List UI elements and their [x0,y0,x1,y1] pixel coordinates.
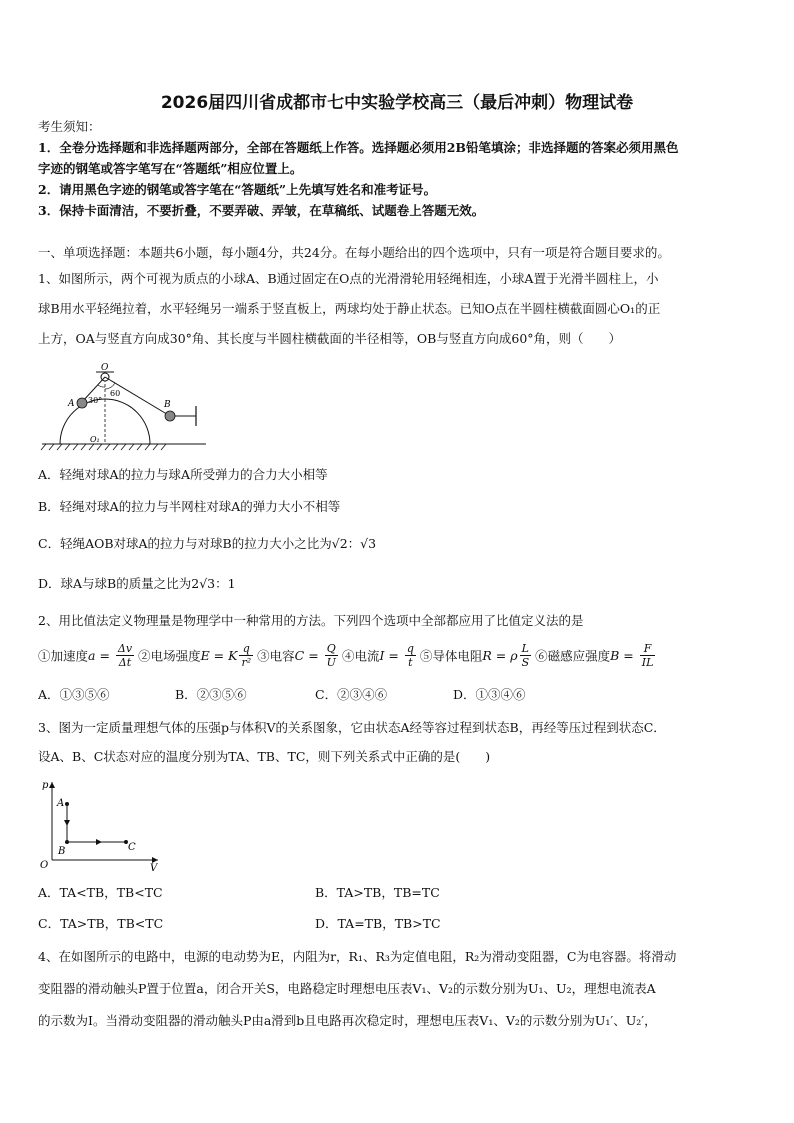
definition-lhs: E = K [200,648,238,663]
fraction-numerator: q [239,642,253,656]
fraction-denominator: S [521,656,530,669]
definition-label: ①加速度 [38,648,89,664]
fraction-denominator: U [326,656,336,669]
q4-stem-line: 4、在如图所示的电路中，电源的电动势为E，内阻为r，R₁、R₃为定值电阻，R₂为滑动变阻器，C为电容器。将滑动 [38,949,677,964]
fraction-denominator: t [408,656,413,669]
fraction-denominator: Δt [118,656,132,669]
q2-definition [535,642,657,669]
definition-lhs: R = ρ [482,648,518,663]
q1-option-b: B．轻绳对球A的拉力与半网柱对球A的弹力大小不相等 [38,499,341,514]
q2-definition [257,642,340,669]
q2-option-b: B．②③⑤⑥ [175,687,247,702]
ball-a [77,398,87,408]
fraction-numerator: F [640,642,656,656]
q1-option-a: A．轻绳对球A的拉力与球A所受弹力的合力大小相等 [38,467,328,482]
q4-stem-line: 变阻器的滑动触头P置于位置a，闭合开关S，电路稳定时理想电压表V₁、V₂的示数分别为U₁、U₂，理想电流表A [38,981,656,996]
notice-heading: 考生须知： [38,119,101,134]
definition-label: ⑤导体电阻 [419,648,483,664]
q3-option-d: D．TA=TB，TB>TC [315,916,441,931]
state-c-label: C [128,842,136,853]
q2-option-a: A．①③⑤⑥ [38,687,110,702]
definition-label: ②电场强度 [138,648,201,664]
label-b: B [164,400,171,410]
state-b-label: B [58,846,66,857]
notice-item: 3．保持卡面清洁，不要折叠，不要弄破、弄皱，在草稿纸、试题卷上答题无效。 [38,203,485,218]
notice-item: 1．全卷分选择题和非选择题两部分，全部在答题纸上作答。选择题必须用2B铅笔填涂；非选择题的答案必须用黑色 [38,140,679,155]
q3-option-c: C．TA>TB，TB<TC [38,916,164,931]
definition-fraction [116,642,134,669]
state-a-label: A [57,798,65,809]
fraction-numerator: q [406,642,414,655]
ball-b [165,411,175,421]
fraction-numerator: Q [325,642,338,656]
notice-item: 2．请用黑色字迹的钢笔或答字笔在“答题纸”上先填写姓名和准考证号。 [38,182,437,197]
label-angle-60: 60 [110,389,121,398]
origin-label: O [40,860,49,871]
fraction-numerator: L [520,642,532,656]
q3-pv-figure [38,776,168,872]
q3-option-a: A．TA<TB，TB<TC [38,885,163,900]
q2-definition [420,642,533,669]
section-heading: 一、单项选择题：本题共6小题，每小题4分，共24分。在每小题给出的四个选项中，只有一项是符合题目要求的。 [38,245,670,260]
definition-lhs: a = [88,648,114,663]
q2-definition [138,642,255,669]
page-title: 2026届四川省成都市七中实验学校高三（最后冲刺）物理试卷 [160,93,634,113]
definition-fraction [239,642,253,669]
q2-definition [38,642,136,669]
definition-label: ⑥磁感应强度 [535,648,611,664]
definition-fraction [405,642,416,669]
q3-stem-line: 3、图为一定质量理想气体的压强p与体积V的关系图象，它由状态A经等容过程到状态B，再经等压过程到状态C． [38,720,666,735]
q1-stem-line: 1、如图所示，两个可视为质点的小球A、B通过固定在O点的光滑滑轮用轻绳相连，小球A置于光滑半圆柱上，小 [38,271,659,286]
q1-figure [38,362,208,454]
definition-lhs: C = [294,648,323,663]
label-a: A [68,399,75,409]
q1-stem-line: 上方，OA与竖直方向成30°角、其长度与半圆柱横截面的半径相等，OB与竖直方向成60°角，则（ ） [38,331,622,346]
definition-label: ③电容 [257,648,295,664]
q1-stem-line: 球B用水平轻绳拉着，水平轻绳另一端系于竖直板上，两球均处于静止状态。已知O点在半圆柱横截面圆心O₁的正 [38,301,661,316]
label-angle-30: 30° [88,396,103,405]
q1-option-c: C．轻绳AOB对球A的拉力与对球B的拉力大小之比为√2：√3 [38,536,377,551]
q4-stem-line: 的示数为I。当滑动变阻器的滑动触头P由a滑到b且电路再次稳定时，理想电压表V₁、V₂的示数分别为U₁′、U₂′， [38,1013,657,1028]
definition-lhs: B = [610,648,638,663]
definition-fraction [325,642,338,669]
q3-stem-line: 设A、B、C状态对应的温度分别为TA、TB、TC，则下列关系式中正确的是( ) [38,749,491,764]
q2-definitions [38,642,659,669]
q2-option-d: D．①③④⑥ [453,687,526,702]
definition-fraction [640,642,656,669]
q3-option-b: B．TA>TB，TB=TC [315,885,440,900]
q2-option-c: C．②③④⑥ [315,687,388,702]
axis-v-label: V [150,863,158,872]
label-o1: O₁ [90,435,100,444]
q2-definition [342,642,418,669]
fraction-denominator: IL [641,656,654,669]
axis-p-label: p [42,780,49,791]
label-o: O [101,363,109,373]
fraction-numerator: Δv [117,642,133,655]
definition-fraction [520,642,532,669]
definition-lhs: I = [379,648,403,663]
fraction-denominator: r² [241,656,252,669]
q1-option-d: D．球A与球B的质量之比为2√3：1 [38,576,236,591]
definition-label: ④电流 [341,648,380,664]
q2-stem: 2、用比值法定义物理量是物理学中一种常用的方法。下列四个选项中全部都应用了比值定义法的是 [38,613,584,628]
notice-item: 字迹的钢笔或答字笔写在“答题纸”相应位置上。 [38,161,303,176]
